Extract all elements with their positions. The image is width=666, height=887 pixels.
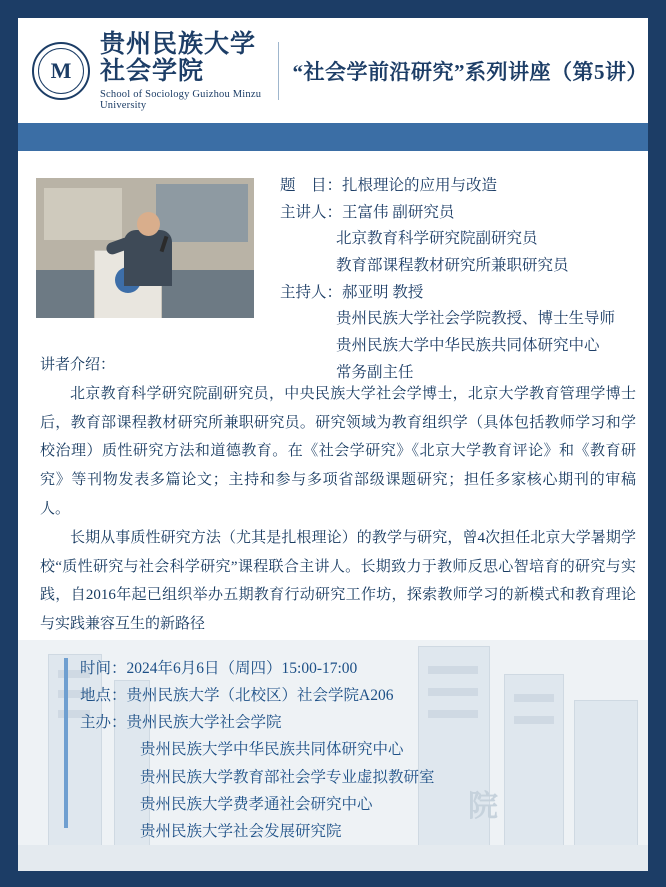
speaker-value: 王富伟 副研究员 xyxy=(342,203,455,221)
host-row xyxy=(280,280,632,307)
organizer-row xyxy=(80,709,620,736)
building-ground xyxy=(18,845,648,871)
speaker-affiliation-1: 北京教育科学研究院副研究员 xyxy=(336,230,538,248)
time-value: 2024年6月6日（周四）15:00-17:00 xyxy=(126,660,358,677)
introduction-title: 讲者介绍： xyxy=(40,357,116,373)
host-label: 主持人： xyxy=(280,283,343,301)
seal-ring xyxy=(38,48,84,94)
place-row xyxy=(80,682,620,709)
host-value: 郝亚明 教授 xyxy=(342,283,424,301)
frame-top xyxy=(0,0,666,18)
topic-label: 题 目： xyxy=(280,177,343,194)
host-affiliation-2: 贵州民族大学中华民族共同体研究中心 xyxy=(336,336,600,354)
speaker-affiliation-2: 教育部课程教材研究所兼职研究员 xyxy=(336,256,569,274)
poster-header xyxy=(18,18,648,123)
introduction-paragraph-2: 长期从事质性研究方法（尤其是扎根理论）的教学与研究，曾4次担任北京大学暑期学校“质性研究与社会科学研究”课程联合主讲人。长期致力于教师反思心智培育的研究与实践，自2016年起已组织举办五期教育行动研究工作坊，探索教师学习的新模式和教育理论与实践兼容互生的新路径 xyxy=(40,529,636,633)
frame-right xyxy=(648,0,666,887)
organizer-3: 贵州民族大学教育部社会学专业虚拟教研室 xyxy=(140,768,435,786)
lecture-details xyxy=(80,655,620,845)
header-divider xyxy=(278,42,279,100)
time-label: 时间： xyxy=(80,660,127,677)
introduction-paragraph-1: 北京教育科学研究院副研究员，中央民族大学社会学博士，北京大学教育管理学博士后，教育部课程教材研究所兼职研究员。研究领域为教育组织学（具体包括教师学习和学校治理）质性研究方法和道德教育。在《社会学研究》《北京大学教育评论》和《教育研究》等刊物发表多篇论文；主持和参与多项省部级课题研究；担任多家核心期刊的审稿人。 xyxy=(40,385,636,517)
seal-monogram: M xyxy=(50,57,72,83)
frame-left xyxy=(0,0,18,887)
organizer-5: 贵州民族大学社会发展研究院 xyxy=(140,822,342,840)
speaker-label: 主讲人： xyxy=(280,203,343,221)
org-name-en: School of Sociology Guizhou Minzu University xyxy=(100,88,262,111)
series-title: “社会学前沿研究”系列讲座（第5讲） xyxy=(292,59,648,84)
host-affiliation-1: 贵州民族大学社会学院教授、博士生导师 xyxy=(336,310,616,328)
speaker-introduction xyxy=(40,351,636,639)
university-logo xyxy=(32,31,262,111)
topic-row xyxy=(280,173,632,200)
header-accent-band xyxy=(18,123,648,151)
organizer-4: 贵州民族大学费孝通社会研究中心 xyxy=(140,795,373,813)
organizer-1: 贵州民族大学社会学院 xyxy=(126,714,282,732)
photo-projection-screen xyxy=(44,188,122,240)
host-affiliation-3: 常务副主任 xyxy=(336,363,414,381)
place-label: 地点： xyxy=(80,687,127,705)
organizer-2: 贵州民族大学中华民族共同体研究中心 xyxy=(140,741,404,759)
speaker-row xyxy=(280,200,632,227)
building-watermark: 院 xyxy=(468,790,498,823)
frame-bottom xyxy=(0,871,666,887)
topic-value: 扎根理论的应用与改造 xyxy=(342,177,498,194)
place-value: 贵州民族大学（北校区）社会学院A206 xyxy=(126,687,394,705)
details-accent-bar xyxy=(64,658,68,828)
photo-speaker-head xyxy=(137,212,160,236)
organizer-label: 主办： xyxy=(80,714,127,732)
logo-text xyxy=(100,31,262,111)
org-name-cn: 贵州民族大学社会学院 xyxy=(100,30,257,85)
photo-display-panel xyxy=(156,184,248,242)
time-row xyxy=(80,655,620,682)
speaker-photo xyxy=(36,178,254,318)
university-seal-icon xyxy=(32,42,90,100)
